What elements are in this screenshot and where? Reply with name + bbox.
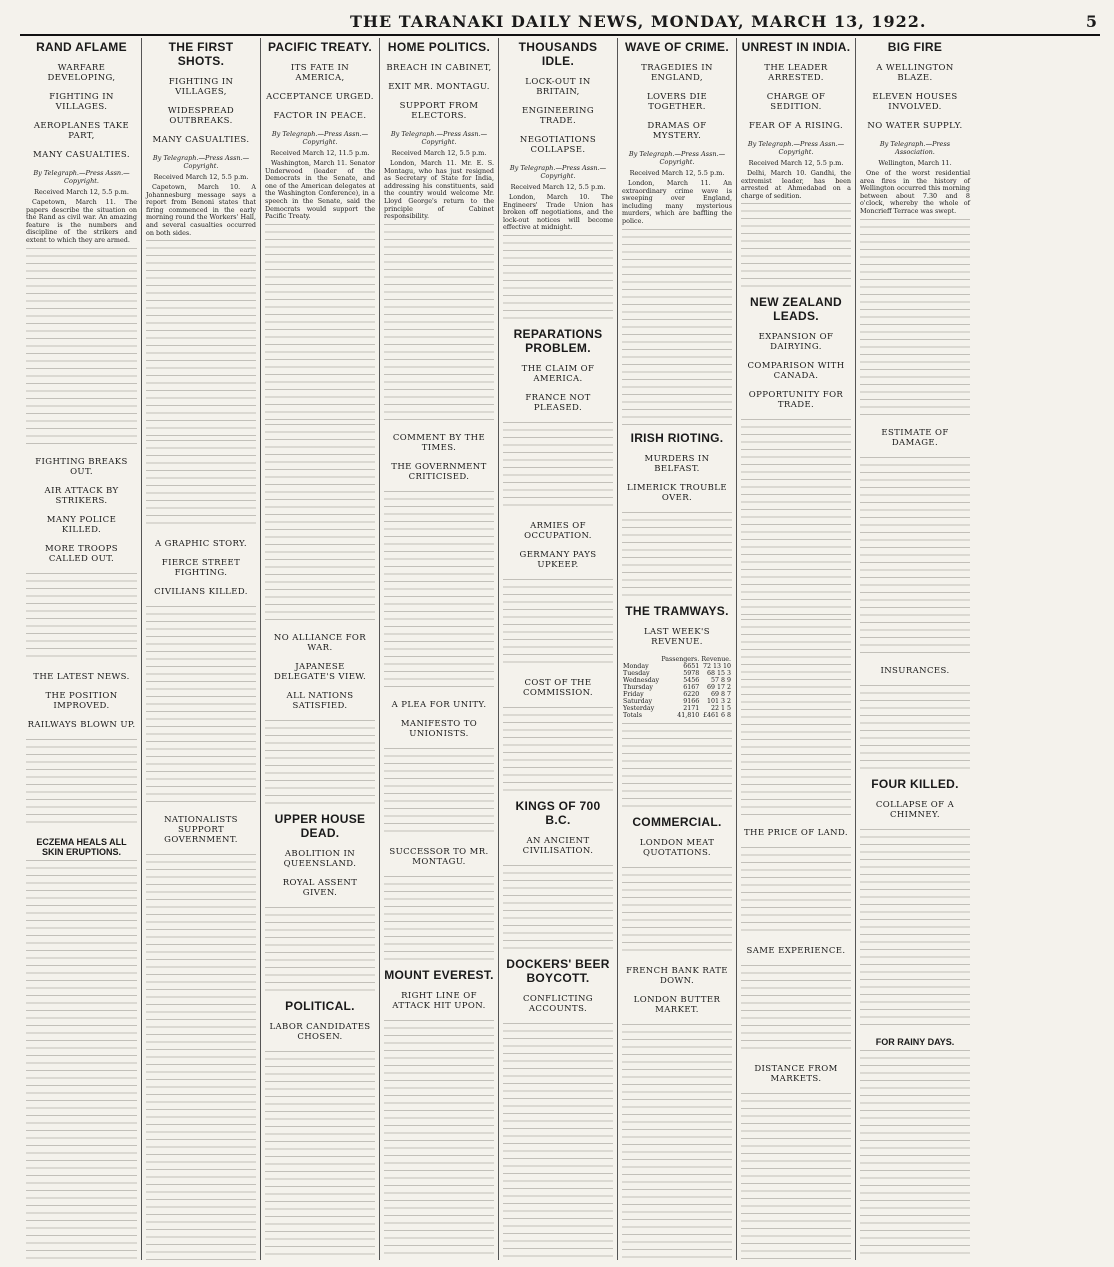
section-heading: MURDERS IN BELFAST.	[644, 453, 710, 474]
dateline: Received March 12, 5.5 p.m.	[748, 159, 844, 167]
table-cell: Yesterday	[623, 704, 655, 712]
section-heading: NATIONALISTS SUPPORT GOVERNMENT.	[164, 815, 238, 846]
section-heading: DOCKERS' BEER BOYCOTT.	[506, 956, 610, 985]
section-heading: GERMANY PAYS UPKEEP.	[519, 549, 597, 570]
subhead: SUPPORT FROM ELECTORS.	[399, 101, 479, 121]
body-text	[146, 240, 256, 440]
lead-paragraph: London, March 11. Mr. E. S. Montagu, who has just resigned as Secretary of State for India, addressing his constituents, said the country would welcome Mr. Lloyd George's return to the principle of Cabinet responsibility.	[384, 159, 494, 221]
body-text	[384, 491, 494, 691]
table-row	[622, 712, 732, 719]
credit-line: By Telegraph.—Press Assn.—Copyright.	[33, 169, 130, 185]
table-header	[622, 656, 660, 663]
section-heading: INSURANCES.	[880, 665, 950, 676]
section-heading: SUCCESSOR TO MR. MONTAGU.	[389, 846, 489, 867]
section-heading: OPPORTUNITY FOR TRADE.	[748, 390, 844, 411]
body-text	[26, 248, 137, 448]
section-heading: RIGHT LINE OF ATTACK HIT UPON.	[392, 990, 486, 1011]
column-first-shots	[141, 38, 260, 1260]
dateline: Wellington, March 11.	[878, 159, 952, 167]
subhead: WARFARE DEVELOPING,	[47, 63, 116, 83]
section-heading: JAPANESE DELEGATE'S VIEW.	[273, 661, 367, 682]
body-text	[26, 739, 137, 829]
table-cell: Thursday	[623, 683, 653, 691]
credit-line: By Telegraph.—Press Assn.—Copyright.	[390, 130, 488, 146]
table-cell: 41,810	[677, 711, 700, 719]
table-cell: 22 1 5	[710, 704, 731, 712]
subhead: LOCK-OUT IN BRITAIN,	[525, 77, 591, 97]
table-cell: 57 8 9	[710, 676, 731, 684]
table-cell: 69 17 2	[706, 683, 731, 691]
section-heading: COMMENT BY THE TIMES.	[392, 432, 486, 453]
table-header: Revenue.	[701, 655, 731, 663]
section-heading: A GRAPHIC STORY.	[154, 539, 248, 550]
body-text	[384, 748, 494, 838]
section-heading: MOUNT EVEREST.	[384, 967, 494, 982]
lead-paragraph: Capetown, March 10. A Johannesburg message says a report from Benoni states that firing commenced in the early morning round the Workers' Hall, and several casualties occurred on both sides.	[146, 183, 256, 237]
section-heading: ROYAL ASSENT GIVEN.	[282, 877, 358, 898]
table-row	[622, 698, 732, 705]
column-heading: THOUSANDS IDLE.	[518, 40, 598, 68]
table-cell: 6167	[683, 683, 700, 691]
body-text	[265, 1051, 375, 1260]
credit-line: By Telegraph.—Press Assn.—Copyright.	[509, 164, 607, 180]
section-heading: NO ALLIANCE FOR WAR.	[273, 632, 367, 653]
body-text	[26, 573, 137, 663]
body-text	[146, 606, 256, 806]
table-row	[622, 677, 732, 684]
subhead: NO WATER SUPPLY.	[867, 121, 963, 131]
page-number: 5	[1085, 12, 1098, 31]
body-text	[860, 829, 970, 1029]
table-cell: Tuesday	[623, 669, 650, 677]
body-text	[622, 229, 732, 429]
section-heading: COLLAPSE OF A CHIMNEY.	[875, 799, 955, 820]
section-heading: REPARATIONS PROBLEM.	[513, 326, 603, 355]
lead-paragraph: Washington, March 11. Senator Underwood (leader of the Democrats in the Senate, and one of the American delegates at the Washington Conference), in a speech in the Senate, said the Democrats would support the Pacific Treaty.	[265, 159, 375, 221]
body-text	[622, 512, 732, 602]
table-cell: Wednesday	[623, 676, 660, 684]
credit-line: By Telegraph.—Press Assn.—Copyright.	[152, 154, 250, 170]
credit-line: By Telegraph.—Press Assn.—Copyright.	[628, 150, 726, 166]
body-text	[622, 1024, 732, 1260]
column-heading: PACIFIC TREATY.	[267, 40, 373, 54]
subhead: ACCEPTANCE URGED.	[266, 92, 374, 102]
section-heading: NEW ZEALAND LEADS.	[750, 295, 842, 324]
body-text	[265, 224, 375, 424]
body-text	[384, 876, 494, 966]
advert-heading: ECZEMA HEALS ALL SKIN ERUPTIONS.	[36, 836, 127, 857]
subhead: ENGINEERING TRADE.	[521, 106, 595, 126]
body-text	[503, 1023, 613, 1260]
table-cell: Totals	[623, 711, 643, 719]
subhead: FIGHTING IN VILLAGES,	[168, 77, 234, 97]
body-text	[265, 720, 375, 810]
table-row	[622, 691, 732, 698]
body-text	[384, 224, 494, 424]
column-pacific-treaty	[260, 38, 379, 1260]
table-row	[622, 663, 732, 670]
section-heading: THE GOVERNMENT CRITICISED.	[391, 461, 487, 482]
body-text	[146, 440, 256, 530]
subhead: BREACH IN CABINET,	[386, 63, 492, 73]
section-heading: COMMERCIAL.	[632, 814, 722, 829]
body-text	[503, 579, 613, 669]
table-row	[622, 684, 732, 691]
column-heading: BIG FIRE	[887, 40, 943, 54]
body-text	[622, 723, 732, 813]
section-heading: SAME EXPERIENCE.	[746, 946, 846, 957]
body-text	[860, 219, 970, 419]
section-heading: RAILWAYS BLOWN UP.	[27, 719, 136, 730]
lead-paragraph: Capetown, March 11. The papers describe the situation on the Rand as civil war. An amazing feature is the numbers and discipline of the strikers and extent to which they are armed.	[26, 198, 137, 244]
table-cell: Friday	[623, 690, 644, 698]
subhead: MANY CASUALTIES.	[152, 135, 250, 145]
body-text	[741, 965, 851, 1055]
column-heading: THE FIRST SHOTS.	[168, 40, 234, 68]
section-heading: MORE TROOPS CALLED OUT.	[45, 543, 118, 564]
section-heading: MANIFESTO TO UNIONISTS.	[400, 718, 478, 739]
section-heading: FRANCE NOT PLEASED.	[525, 392, 591, 413]
column-home-politics	[379, 38, 498, 1260]
columns	[22, 38, 1100, 1260]
dateline: Received March 12, 5.5 p.m.	[391, 149, 487, 157]
section-heading: CONFLICTING ACCOUNTS.	[523, 993, 593, 1014]
subhead: CHARGE OF SEDITION.	[766, 92, 826, 112]
table-cell: 6220	[683, 690, 700, 698]
section-heading: LABOR CANDIDATES CHOSEN.	[269, 1021, 371, 1042]
lead-paragraph: One of the worst residential area fires in the history of Wellington occurred this morning between about 7.30 and 8 o'clock, whereby the whole of Moncrieff Terrace was swept.	[860, 169, 970, 215]
dateline: Received March 12, 11.5 p.m.	[270, 149, 370, 157]
body-text	[146, 854, 256, 1260]
table-cell: 2171	[683, 704, 700, 712]
section-heading: UPPER HOUSE DEAD.	[274, 811, 366, 840]
section-heading: THE LATEST NEWS.	[33, 671, 130, 682]
section-heading: COMPARISON WITH CANADA.	[747, 361, 845, 382]
table-cell: 9166	[683, 697, 700, 705]
advert-heading: FOR RAINY DAYS.	[875, 1036, 955, 1047]
body-text	[265, 424, 375, 624]
section-heading: KINGS OF 700 B.C.	[515, 798, 601, 827]
body-text	[622, 867, 732, 957]
subhead: LOVERS DIE TOGETHER.	[646, 92, 708, 112]
masthead-title: THE TARANAKI DAILY NEWS, MONDAY, MARCH 13, 1922.	[350, 12, 927, 31]
subhead: AEROPLANES TAKE PART,	[33, 121, 130, 141]
body-text	[503, 422, 613, 512]
dateline: Received March 12, 5.5 p.m.	[510, 183, 606, 191]
subhead: MANY CASUALTIES.	[33, 150, 130, 160]
subhead: NEGOTIATIONS COLLAPSE.	[519, 135, 597, 155]
body-text	[384, 1020, 494, 1260]
lead-paragraph: London, March 11. An extraordinary crime wave is sweeping over England, including many mysterious murders, which are baffling the police.	[622, 179, 732, 225]
body-text	[860, 457, 970, 657]
section-heading: FOUR KILLED.	[871, 776, 959, 791]
section-heading: THE CLAIM OF AMERICA.	[521, 363, 595, 384]
dateline: Received March 12, 5.5 p.m.	[153, 173, 249, 181]
section-heading: A PLEA FOR UNITY.	[391, 699, 487, 710]
lead-paragraph: London, March 10. The Engineers' Trade Union has broken off negotiations, and the lock-out notices will become effective at midnight.	[503, 193, 613, 232]
section-heading: EXPANSION OF DAIRYING.	[758, 332, 834, 353]
subhead: TRAGEDIES IN ENGLAND,	[641, 63, 713, 83]
table-cell: 5978	[683, 669, 700, 677]
body-text	[741, 619, 851, 819]
table-cell: £461 6 8	[702, 711, 731, 719]
section-heading: FIGHTING BREAKS OUT.	[35, 456, 128, 477]
dateline: Received March 12, 5.5 p.m.	[629, 169, 725, 177]
section-heading: LONDON BUTTER MARKET.	[633, 994, 721, 1015]
section-heading: ALL NATIONS SATISFIED.	[286, 690, 354, 711]
body-text	[26, 860, 137, 1260]
section-heading: IRISH RIOTING.	[630, 430, 724, 445]
column-heading: RAND AFLAME	[36, 40, 127, 54]
credit-line: By Telegraph.—Press Assn.—Copyright.	[271, 130, 369, 146]
table-cell: 69 8 7	[710, 690, 731, 698]
column-heading: HOME POLITICS.	[387, 40, 491, 54]
column-heading: WAVE OF CRIME.	[625, 40, 729, 54]
table-cell: Monday	[623, 662, 649, 670]
subhead: ELEVEN HOUSES INVOLVED.	[872, 92, 958, 112]
subhead: ITS FATE IN AMERICA,	[290, 63, 350, 83]
credit-line: By Telegraph.—Press Assn.—Copyright.	[747, 140, 845, 156]
section-heading: THE PRICE OF LAND.	[743, 828, 849, 839]
table-cell: 6651	[683, 662, 700, 670]
section-heading: MANY POLICE KILLED.	[46, 514, 117, 535]
section-heading: FIERCE STREET FIGHTING.	[161, 558, 241, 579]
body-text	[860, 1050, 970, 1260]
body-text	[860, 685, 970, 775]
dateline: Received March 12, 5.5 p.m.	[34, 188, 129, 196]
table-header: Passengers.	[661, 655, 700, 663]
table-cell: 72 13 10	[702, 662, 731, 670]
subhead: FACTOR IN PEACE.	[273, 111, 367, 121]
table-header-row	[622, 656, 732, 663]
column-rand-aflame	[22, 38, 141, 1260]
column-heading: UNREST IN INDIA.	[741, 40, 851, 54]
column-big-fire	[855, 38, 974, 1260]
body-text	[265, 907, 375, 997]
subhead: EXIT MR. MONTAGU.	[388, 82, 490, 92]
section-heading: THE POSITION IMPROVED.	[45, 690, 118, 711]
table-cell: 5456	[683, 676, 700, 684]
subhead: FIGHTING IN VILLAGES.	[49, 92, 114, 112]
subhead: DRAMAS OF MYSTERY.	[647, 121, 707, 141]
table-cell: Saturday	[623, 697, 653, 705]
section-heading: AIR ATTACK BY STRIKERS.	[44, 485, 119, 506]
revenue-table	[622, 656, 732, 719]
column-thousands-idle	[498, 38, 617, 1260]
section-heading: COST OF THE COMMISSION.	[522, 677, 594, 698]
body-text	[741, 1093, 851, 1260]
section-heading: LONDON MEAT QUOTATIONS.	[639, 837, 715, 858]
section-heading: THE TRAMWAYS.	[625, 603, 729, 618]
body-text	[741, 203, 851, 293]
body-text	[503, 707, 613, 797]
body-text	[741, 847, 851, 937]
credit-line: By Telegraph.—Press Association.	[879, 140, 951, 156]
column-unrest-in-india	[736, 38, 855, 1260]
table-cell: 101 3 2	[706, 697, 731, 705]
subhead: FEAR OF A RISING.	[748, 121, 844, 131]
section-heading: AN ANCIENT CIVILISATION.	[522, 835, 594, 856]
section-heading: FRENCH BANK RATE DOWN.	[626, 965, 728, 986]
body-text	[741, 419, 851, 619]
section-heading: ARMIES OF OCCUPATION.	[524, 520, 592, 541]
section-heading: ESTIMATE OF DAMAGE.	[881, 427, 949, 448]
masthead	[20, 10, 1100, 36]
section-heading: ABOLITION IN QUEENSLAND.	[283, 848, 357, 869]
table-row	[622, 705, 732, 712]
section-heading: LIMERICK TROUBLE OVER.	[627, 482, 727, 503]
lead-paragraph: Delhi, March 10. Gandhi, the extremist leader, has been arrested at Ahmedabad on a charge of sedition.	[741, 169, 851, 200]
section-heading: POLITICAL.	[285, 998, 355, 1013]
column-wave-of-crime	[617, 38, 736, 1260]
body-text	[503, 235, 613, 325]
subhead: WIDESPREAD OUTBREAKS.	[167, 106, 235, 126]
body-text	[503, 865, 613, 955]
subhead: A WELLINGTON BLAZE.	[876, 63, 954, 83]
section-heading: LAST WEEK'S REVENUE.	[643, 626, 711, 647]
subhead: THE LEADER ARRESTED.	[764, 63, 828, 83]
section-heading: CIVILIANS KILLED.	[154, 587, 248, 598]
table-row	[622, 670, 732, 677]
table-cell: 68 15 3	[706, 669, 731, 677]
section-heading: DISTANCE FROM MARKETS.	[754, 1064, 838, 1085]
